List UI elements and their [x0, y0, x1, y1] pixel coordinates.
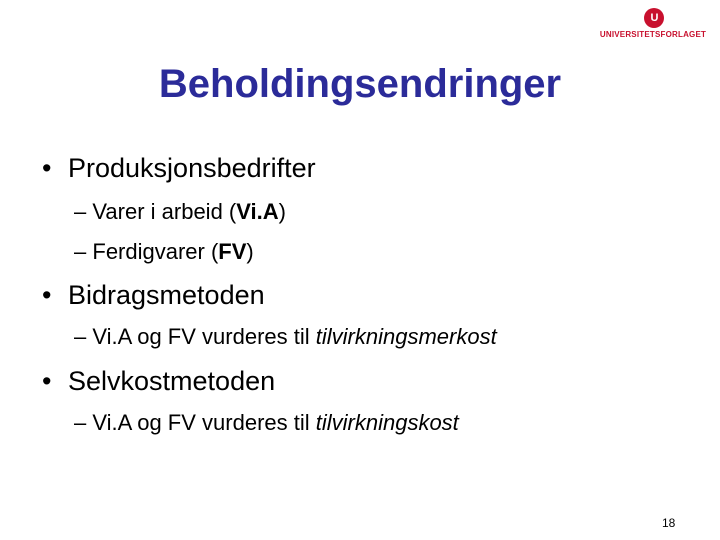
sub-italic-text: tilvirkningsmerkost: [315, 324, 497, 349]
publisher-logo: [590, 6, 716, 44]
sub-text-end: ): [278, 199, 286, 224]
sub-dash: –: [74, 199, 87, 224]
bullet-text: Bidragsmetoden: [68, 280, 265, 310]
bullet-text: Selvkostmetoden: [68, 366, 276, 396]
sub-dash: –: [74, 410, 87, 435]
sub-bullet-item: [74, 410, 459, 436]
slide-title: Beholdingsendringer: [158, 62, 562, 106]
bullet-text: Produksjonsbedrifter: [68, 153, 316, 183]
bullet-dot: •: [42, 153, 52, 183]
sub-bold-text: FV: [218, 239, 247, 264]
sub-dash: –: [74, 239, 87, 264]
sub-text: Varer i arbeid (: [92, 199, 237, 224]
bullet-dot: •: [42, 280, 52, 310]
sub-text: Ferdigvarer (: [92, 239, 219, 264]
page-number: 18: [662, 516, 676, 530]
sub-dash: –: [74, 324, 87, 349]
logo-mark-icon: U: [644, 8, 664, 28]
sub-bullet-item: [74, 239, 254, 265]
sub-text: Vi.A og FV vurderes til: [92, 324, 316, 349]
sub-bold-text: Vi.A: [236, 199, 279, 224]
sub-text-end: ): [246, 239, 254, 264]
sub-text: Vi.A og FV vurderes til: [92, 410, 316, 435]
logo-text: UNIVERSITETSFORLAGET: [599, 30, 707, 39]
bullet-item: [42, 366, 275, 397]
bullet-dot: •: [42, 366, 52, 396]
bullet-item: [42, 280, 265, 311]
sub-bullet-item: [74, 324, 497, 350]
bullet-item: [42, 153, 316, 184]
sub-italic-text: tilvirkningskost: [315, 410, 459, 435]
sub-bullet-item: [74, 199, 286, 225]
